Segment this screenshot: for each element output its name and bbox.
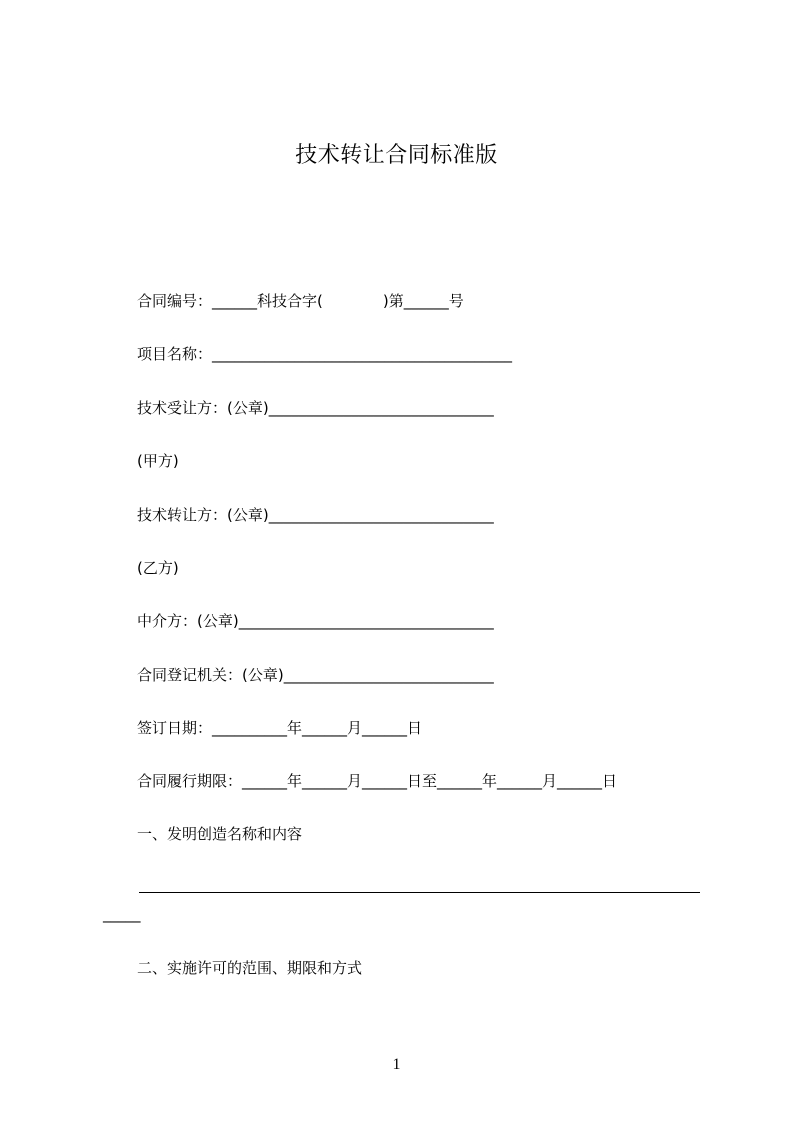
transferor-line: 技术转让方：(公章)______________________________ [137,506,494,524]
contract-number-line: 合同编号：______科技合字( )第______号 [137,292,464,310]
document-title: 技术转让合同标准版 [295,143,498,168]
section-2-heading: 二、实施许可的范围、期限和方式 [137,959,363,977]
registration-authority-line: 合同登记机关：(公章)____________________________ [137,666,494,684]
project-name-line: 项目名称：________________________________________ [137,345,513,363]
intermediary-line: 中介方：(公章)__________________________________ [137,612,494,630]
party-b-label: (乙方) [137,559,179,577]
section-1-heading: 一、发明创造名称和内容 [137,825,303,843]
section-1-fill-line-tail: _____ [103,905,141,923]
section-1-fill-line [139,892,700,893]
performance-period-line: 合同履行期限：______年______月______日至______年______月______日 [137,772,618,790]
sign-date-line: 签订日期：__________年______月______日 [137,719,423,737]
party-a-label: (甲方) [137,452,179,470]
page-number: 1 [392,1056,401,1073]
transferee-line: 技术受让方：(公章)______________________________ [137,399,494,417]
